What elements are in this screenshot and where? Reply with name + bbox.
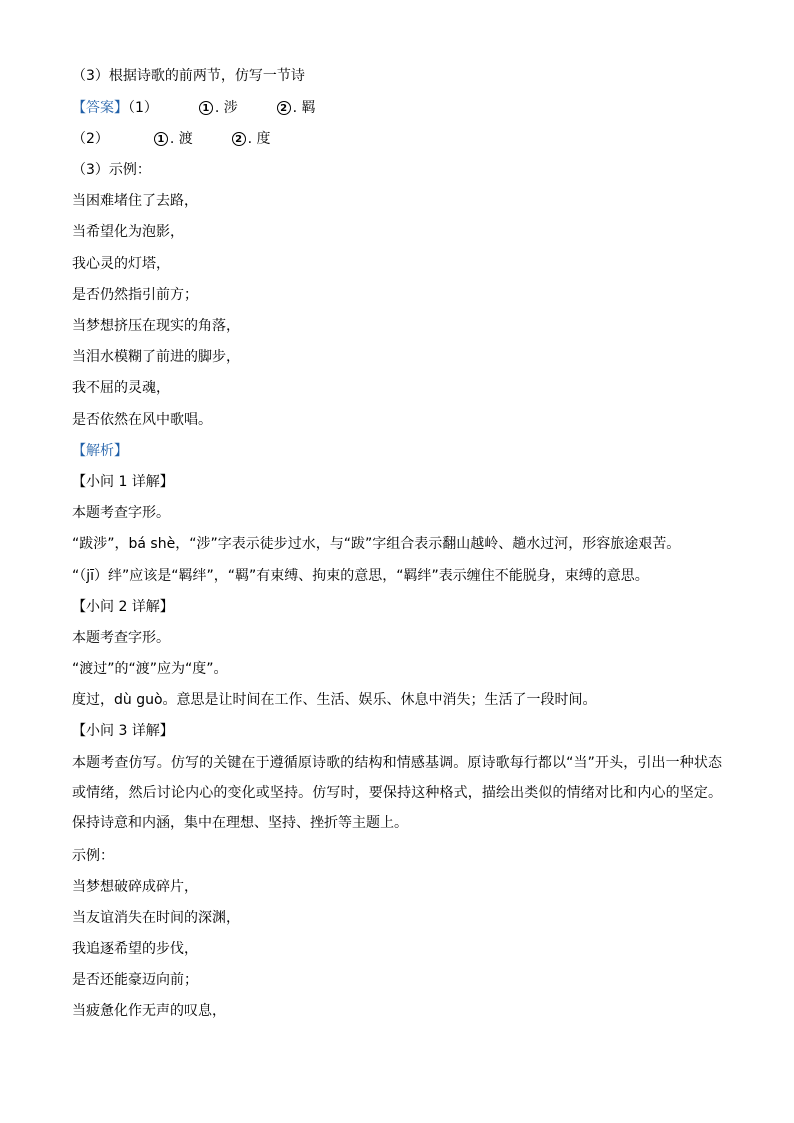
poem-line: 是否还能豪迈向前； bbox=[72, 972, 198, 988]
text-line: 度过，dù guò。意思是让时间在工作、生活、娱乐、休息中消失；生活了一段时间。 bbox=[72, 692, 597, 708]
analysis-paragraph: 本题考查仿写。仿写的关键在于遵循原诗歌的结构和情感基调。原诗歌每行都以“当”开头，引出一种状态或情绪，然后讨论内心的变化或坚持。仿写时，要保持这种格式，描绘出类似的情绪对比和内心的坚定。保持诗意和内涵，集中在理想、坚持、挫折等主题上。 bbox=[72, 755, 722, 831]
circled-number-1: 1 bbox=[199, 101, 213, 115]
text-line: “渡过”的“渡”应为“度”。 bbox=[72, 661, 228, 677]
text-line: “跋涉”，bá shè，“涉”字表示徒步过水，与“跋”字组合表示翻山越岭、趟水过河，形容旅途艰苦。 bbox=[72, 536, 681, 552]
example-label: 示例： bbox=[72, 848, 114, 864]
question-3-prompt: （3）根据诗歌的前两节，仿写一节诗 bbox=[72, 68, 305, 84]
answer-3-label: （3）示例： bbox=[72, 162, 151, 178]
text-line: 本题考查字形。 bbox=[72, 505, 170, 521]
poem-line: 当疲惫化作无声的叹息， bbox=[72, 1003, 226, 1019]
poem-line: 当困难堵住了去路， bbox=[72, 193, 198, 209]
poem-line: 是否仍然指引前方； bbox=[72, 287, 198, 303]
sub-question-3-header: 【小问 3 详解】 bbox=[72, 723, 174, 739]
answer-line-2: （2） 1 . 渡 2 . 度 bbox=[72, 131, 271, 147]
circled-number-2: 2 bbox=[277, 101, 291, 115]
text-line: 本题考查字形。 bbox=[72, 630, 170, 646]
poem-line: 是否依然在风中歌唱。 bbox=[72, 412, 212, 428]
poem-line: 当泪水模糊了前进的脚步， bbox=[72, 349, 240, 365]
text-line: “（jī）绊”应该是“羁绊”，“羁”有束缚、拘束的意思，“羁绊”表示缠住不能脱身，束缚的意思。 bbox=[72, 568, 649, 584]
circled-number-2: 2 bbox=[232, 132, 246, 146]
answer-1-value-2: 羁 bbox=[301, 100, 316, 116]
answer-2-value-2: 度 bbox=[256, 131, 271, 147]
poem-line: 我不屈的灵魂， bbox=[72, 380, 170, 396]
poem-line: 当希望化为泡影， bbox=[72, 224, 184, 240]
answer-tag: 【答案】 bbox=[72, 100, 128, 116]
answer-2-label: （2） bbox=[72, 131, 109, 147]
poem-line: 当梦想破碎成碎片， bbox=[72, 879, 198, 895]
answer-line-1: 【答案】（1） 1 . 涉 2 . 羁 bbox=[72, 100, 316, 116]
answer-1-label: （1） bbox=[128, 100, 158, 116]
analysis-tag: 【解析】 bbox=[72, 443, 128, 459]
poem-line: 我追逐希望的步伐， bbox=[72, 941, 198, 957]
sub-question-2-header: 【小问 2 详解】 bbox=[72, 599, 174, 615]
answer-2-value-1: 渡 bbox=[178, 131, 193, 147]
circled-number-1: 1 bbox=[154, 132, 168, 146]
poem-line: 当梦想挤压在现实的角落， bbox=[72, 318, 240, 334]
answer-1-value-1: 涉 bbox=[223, 100, 238, 116]
poem-line: 我心灵的灯塔， bbox=[72, 256, 170, 272]
sub-question-1-header: 【小问 1 详解】 bbox=[72, 474, 174, 490]
poem-line: 当友谊消失在时间的深渊， bbox=[72, 910, 240, 926]
